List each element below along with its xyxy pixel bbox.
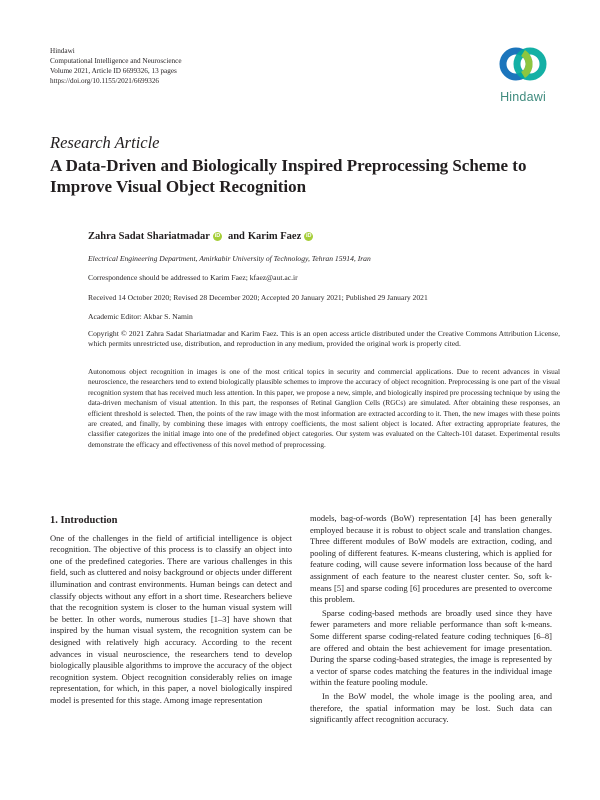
publisher-name: Hindawi bbox=[50, 47, 75, 55]
logo-text: Hindawi bbox=[500, 90, 546, 104]
section-heading: 1. Introduction bbox=[50, 515, 118, 526]
correspondence: Correspondence should be addressed to Karim Faez; kfaez@aut.ac.ir bbox=[88, 273, 298, 282]
body-paragraph: Sparse coding-based methods are broadly used since they have fewer parameters and more reliable performance than soft k-means. Some different sparse coding-related feature coding techniques [6–8] are offered and obtain the best achievement for image presentation. During the sparse coding-based strategies, the image is represented by a vector of sparse codes matching the features in the individual image within the feature pooling module. bbox=[310, 607, 552, 688]
volume-info: Volume 2021, Article ID 6699326, 13 pages bbox=[50, 67, 177, 75]
abstract: Autonomous object recognition in images is one of the most critical topics in security and commercial applications. Due to recent advances in visual neuroscience, the researchers tend to extend biologically plausible schemes to improve the accuracy of object recognition. Preprocessing is one part of the visual recognition system that has received much less attention. In this paper, we propose a new, simple, and biologically inspired pre processing technique by using the data-driven mechanism of visual attention. In this part, the responses of Retinal Ganglion Cells (RGCs) are simulated. After obtaining these responses, an efficient threshold is selected. Then, the points of the raw image with the most information are extracted according to it. Then, the new images with these points are created, and finally, by combining these images with entropy coefficients, the most salient object is located. After extracting appropriate features, the classifier categorizes the initial image into one of the predefined object categories. Our system was evaluated on the Caltech-101 dataset. Experimental results demonstrate the efficacy and effectiveness of this novel method of preprocessing. bbox=[88, 367, 560, 449]
copyright-notice: Copyright © 2021 Zahra Sadat Shariatmadar and Karim Faez. This is an open access article distributed under the Creative Commons Attribution License, which permits unrestricted use, distribution, and reproduction in any medium, provided the original work is properly cited. bbox=[88, 329, 560, 349]
body-paragraph: models, bag-of-words (BoW) representation [4] has been generally employed because it is robust to object scale and translation changes. Three different modules of BoW models are extraction, coding, and pooling of different features. K-means clustering, which is applied for feature coding, will cause severe information loss because of the hard assignment of each feature to the nearest cluster center. So, soft k-means [5] and sparse coding [6] procedures are presented to overcome this problem. bbox=[310, 513, 552, 605]
body-column-left bbox=[50, 515, 292, 707]
academic-editor: Academic Editor: Akbar S. Namin bbox=[88, 312, 193, 321]
orcid-icon[interactable]: iD bbox=[214, 233, 221, 239]
body-paragraph: One of the challenges in the field of artificial intelligence is object recognition. The objective of this process is to classify an object into one of the predefined categories. There are various challenges in this field, such as cluttered and noisy background or objects under different illumination and contrast environments. Human beings can detect and classify objects without any effort in a short time. Researchers believe that the recognition system is closer to the human visual system will be better. In other words, numerous studies [1–3] have shown that inspired by the human visual system, the recognition system can be designed with relatively high accuracy. According to the recent advances in visual neuroscience, the researchers tend to develop biologically plausible algorithms to improve the accuracy of the object recognition system. Object recognition considerably relies on image representation, for which, in this paper, a novel biologically inspired model is presented for this stage. Among image representation bbox=[50, 532, 292, 705]
affiliation: Electrical Engineering Department, Amirkabir University of Technology, Tehran 15914, Iran bbox=[88, 254, 371, 263]
author-list bbox=[88, 231, 316, 242]
hindawi-logo bbox=[494, 42, 552, 108]
author-name: Zahra Sadat Shariatmadar bbox=[88, 231, 210, 242]
author-name: Karim Faez bbox=[247, 231, 302, 242]
body-column-right bbox=[310, 513, 552, 726]
body-paragraph: In the BoW model, the whole image is the pooling area, and therefore, the spatial information may be lost. Such data can significantly affect recognition accuracy. bbox=[310, 690, 552, 725]
article-type: Research Article bbox=[50, 133, 160, 152]
hindawi-logo-icon bbox=[498, 42, 548, 86]
orcid-icon[interactable]: iD bbox=[305, 233, 312, 239]
journal-meta bbox=[50, 46, 182, 86]
article-dates: Received 14 October 2020; Revised 28 December 2020; Accepted 20 January 2021; Published 29 January 2021 bbox=[88, 293, 428, 302]
author-joiner: and bbox=[227, 231, 245, 242]
journal-name: Computational Intelligence and Neuroscience bbox=[50, 57, 182, 65]
doi-link[interactable]: https://doi.org/10.1155/2021/6699326 bbox=[50, 77, 160, 85]
article-title: A Data-Driven and Biologically Inspired Preprocessing Scheme to Improve Visual Object Recognition bbox=[50, 156, 527, 196]
